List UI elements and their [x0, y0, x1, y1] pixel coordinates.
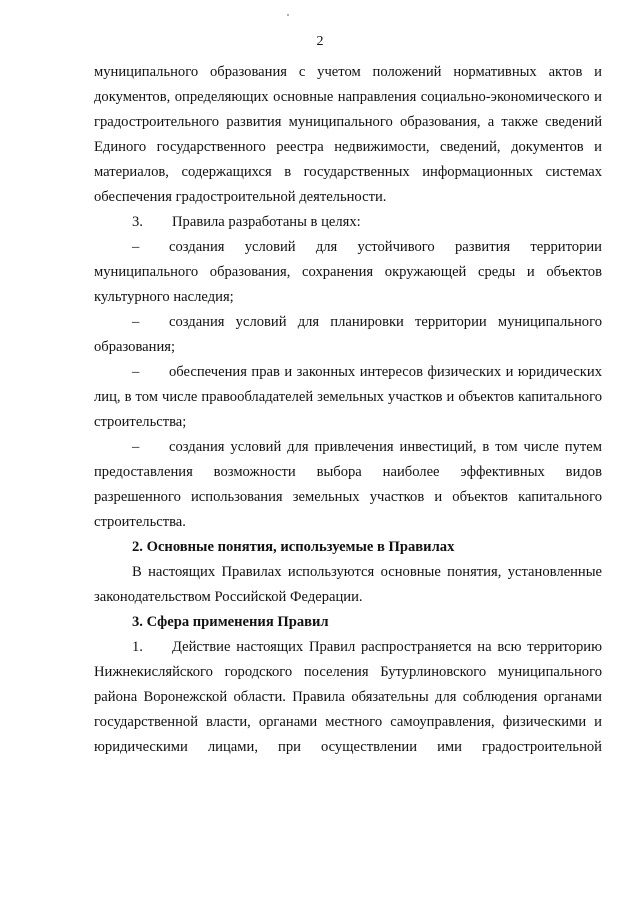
list-item-text: Правила разработаны в целях: — [172, 214, 361, 230]
dash-item-2 — [94, 310, 602, 360]
dash-item-3 — [94, 360, 602, 435]
dash-item-text: создания условий для планировки территории муниципального образования; — [94, 314, 602, 355]
page-number: 2 — [316, 34, 324, 49]
list-item-1 — [94, 635, 602, 760]
dash-item-text: создания условий для привлечения инвестиций, в том числе путем предоставления возможности выбора наиболее эффективных видов разрешенного использования земельных участков и объектов капитального строительства. — [94, 439, 602, 530]
dash-item-text: создания условий для устойчивого развития территории муниципального образования, сохранения окружающей среды и объектов культурного наследия; — [94, 239, 602, 305]
list-item-text: Действие настоящих Правил распространяется на всю территорию Нижнекисляйского городского поселения Бутурлиновского муниципального района Воронежской области. Правила обязательны для соблюдения органами государственной власти, органами местного самоуправления, физическими и юридическими лицами, при осуществлении ими градостроительной — [94, 639, 602, 755]
paragraph-continuation: муниципального образования с учетом положений нормативных актов и документов, определяющих основные направления социально-экономического и градостроительного развития муниципального образования, а также сведений Единого государственного реестра недвижимости, сведений, документов и материалов, содержащихся в государственных информационных системах обеспечения градостроительной деятельности. — [94, 64, 602, 205]
section-heading-2: 2. Основные понятия, используемые в Правилах — [132, 539, 455, 555]
document-body — [94, 60, 602, 760]
list-item-3 — [94, 210, 602, 235]
dash-marker: – — [132, 314, 140, 330]
scan-speck — [287, 14, 289, 16]
list-number: 1. — [132, 639, 143, 655]
list-number: 3. — [132, 214, 143, 230]
dash-marker: – — [132, 364, 140, 380]
dash-item-1 — [94, 235, 602, 310]
dash-marker: – — [132, 439, 140, 455]
section-heading-3: 3. Сфера применения Правил — [132, 614, 329, 630]
dash-item-text: обеспечения прав и законных интересов физических и юридических лиц, в том числе правообладателей земельных участков и объектов капитального строительства; — [94, 364, 602, 430]
dash-item-4 — [94, 435, 602, 535]
paragraph-definitions: В настоящих Правилах используются основные понятия, установленные законодательством Российской Федерации. — [94, 564, 602, 605]
dash-marker: – — [132, 239, 140, 255]
